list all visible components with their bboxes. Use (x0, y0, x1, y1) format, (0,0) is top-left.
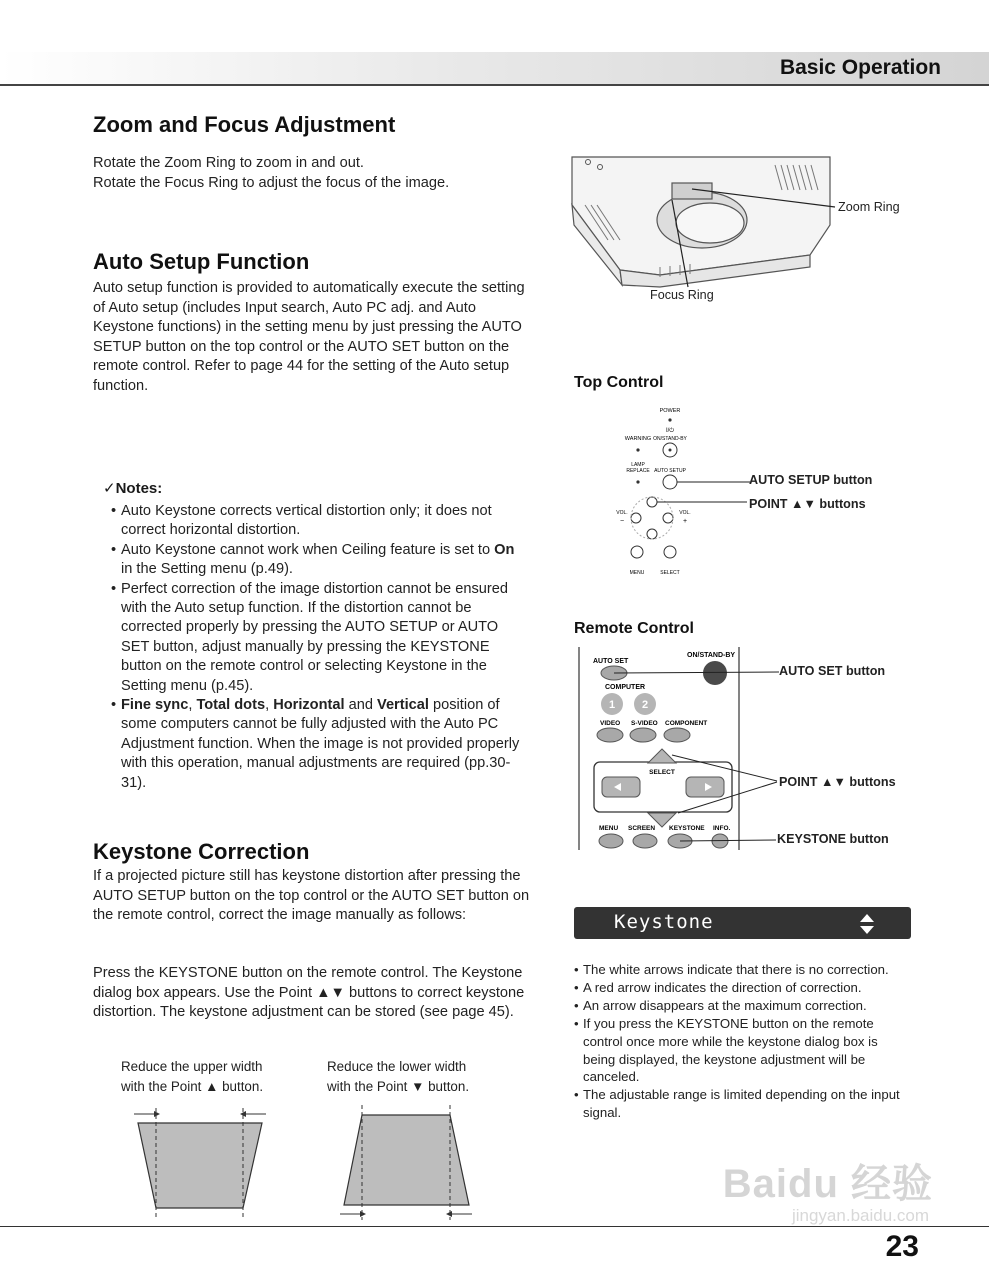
list-item: • A red arrow indicates the direction of correction. (574, 979, 904, 997)
header-title: Basic Operation (779, 56, 941, 79)
note-item: • Auto Keystone corrects vertical distortion only; it does not correct horizontal distortion. (111, 502, 521, 541)
focus-ring-label: Focus Ring (650, 288, 714, 302)
svideo-label: S-VIDEO (631, 720, 658, 727)
notes-list (111, 502, 521, 793)
point-callout-top: POINT ▲▼ buttons (749, 497, 866, 511)
list-item: • An arrow disappears at the maximum correction. (574, 997, 904, 1015)
zoom-focus-title: Zoom and Focus Adjustment (93, 112, 396, 137)
note-bold: Total dots (196, 697, 266, 714)
note-text: , (188, 697, 197, 714)
watermark-url: jingyan.baidu.com (791, 1206, 929, 1225)
footer-rule (0, 1226, 989, 1227)
vol-plus-label: + (682, 518, 688, 525)
warning-label: WARNING (624, 436, 652, 442)
projector-figure (560, 145, 920, 310)
header-rule (0, 84, 989, 86)
note-bold: Horizontal (273, 697, 345, 714)
note-bold: On (494, 541, 515, 558)
menu-label-remote: MENU (599, 825, 619, 832)
keystone-para1: If a projected picture still has keystone distortion after pressing the AUTO SETUP button on the top control or the AUTO SET button on the remote control, correct the image manually as follows: (93, 868, 530, 923)
auto-setup-small-label: AUTO SETUP (654, 468, 686, 474)
keystone-callout: KEYSTONE button (777, 832, 889, 846)
info-label: INFO. (713, 825, 731, 832)
vol-minus-label: − (619, 518, 625, 525)
top-control-figure (612, 402, 752, 578)
note-item (111, 541, 521, 580)
list-item: • The adjustable range is limited depending on the input signal. (574, 1086, 904, 1122)
zoom-line: Rotate the Zoom Ring to zoom in and out. (93, 155, 364, 171)
auto-setup-text: Auto setup function is provided to automatically execute the setting of Auto setup (includes Input search, Auto PC adj. and Auto Keystone functions) in the setting menu by just pressing the AUTO SETUP button on the top control or the AUTO SET button on the remote control. Refer to page 44 for the setting of the Auto setup function. (93, 280, 525, 394)
note-text: , (265, 697, 274, 714)
replace-label: REPLACE (626, 468, 650, 474)
list-item: • If you press the KEYSTONE button on the remote control once more while the keystone dialog box is being displayed, the keystone adjustment will be canceled. (574, 1015, 904, 1087)
btn-1-label: 1 (608, 699, 616, 711)
remote-control-title: Remote Control (574, 620, 694, 637)
remote-control-figure (574, 645, 784, 853)
select-label-remote: SELECT (649, 769, 675, 776)
auto-setup-title: Auto Setup Function (93, 249, 310, 274)
lamp-label: LAMP (631, 462, 645, 468)
note-text: and (344, 697, 378, 714)
keystone-para2: Press the KEYSTONE button on the remote control. The Keystone dialog box appears. Use the Point ▲▼ buttons to correct keystone distortion. The keystone adjustment can be stored (see page 45). (93, 965, 525, 1020)
page-number: 23 (885, 1230, 919, 1263)
note-text: position of some computers cannot be fully adjusted with the Auto PC Adjustment function. When the image is not provided properly with this operation, manual adjustments are required (pp.30-31). (121, 697, 520, 791)
keystone-bullets (574, 961, 904, 1122)
note-text: Auto Keystone cannot work when Ceiling feature is set to (121, 541, 495, 558)
note-bold: Vertical (377, 697, 429, 714)
note-item: • Perfect correction of the image distortion cannot be ensured with the Auto setup function. If the distortion cannot be corrected properly by pressing the AUTO SETUP or AUTO SET button, adjust manually by pressing the KEYSTONE button on the remote control or selecting Keystone in the Setting menu (p.45). (111, 580, 521, 696)
vol-right-label: VOL. (679, 510, 691, 516)
watermark-logo: Baidu 经验 (722, 1162, 933, 1206)
video-label: VIDEO (600, 720, 621, 727)
onstandby-label: ON/STAND-BY (653, 436, 687, 442)
menu-label: MENU (629, 570, 645, 576)
keystone-diagram-lower (326, 1100, 486, 1225)
auto-setup-callout: AUTO SETUP button (749, 473, 873, 487)
keystone-dialog (574, 907, 911, 939)
auto-set-label: AUTO SET (593, 658, 629, 665)
zoom-focus-text (93, 154, 543, 193)
keystone-dialog-label: Keystone (614, 911, 714, 933)
note-item (111, 696, 521, 793)
updown-arrows-icon (859, 913, 875, 935)
auto-set-callout: AUTO SET button (779, 664, 886, 678)
screen-label: SCREEN (628, 825, 656, 832)
on-standby-label: ON/STAND-BY (687, 652, 736, 659)
component-label: COMPONENT (665, 720, 708, 727)
focus-line: Rotate the Focus Ring to adjust the focus of the image. (93, 174, 450, 191)
check-icon: ✓ (103, 480, 116, 497)
note-bold: Fine sync (121, 697, 189, 714)
computer-label: COMPUTER (605, 684, 646, 691)
list-item: • The white arrows indicate that there is no correction. (574, 961, 904, 979)
caption-lower (327, 1057, 469, 1097)
caption-line: Reduce the lower width (327, 1059, 467, 1074)
keystone-label-remote: KEYSTONE (669, 825, 705, 832)
point-callout-remote: POINT ▲▼ buttons (779, 775, 896, 789)
notes-title: Notes: (115, 480, 163, 497)
vol-left-label: VOL. (616, 510, 628, 516)
caption-line: with the Point ▲ button. (121, 1079, 264, 1094)
select-label: SELECT (660, 570, 680, 576)
notes-header (103, 479, 162, 497)
keystone-diagram-upper (120, 1100, 280, 1225)
note-text: in the Setting menu (p.49). (121, 561, 293, 578)
top-control-title: Top Control (574, 374, 664, 391)
zoom-ring-label: Zoom Ring (838, 200, 900, 214)
caption-line: with the Point ▼ button. (327, 1079, 470, 1094)
caption-upper (121, 1057, 263, 1097)
keystone-title: Keystone Correction (93, 839, 310, 864)
power-label: POWER (659, 408, 681, 414)
onstandby-symbol: I/⏻ (665, 428, 675, 434)
caption-line: Reduce the upper width (121, 1059, 263, 1074)
btn-2-label: 2 (641, 699, 649, 711)
